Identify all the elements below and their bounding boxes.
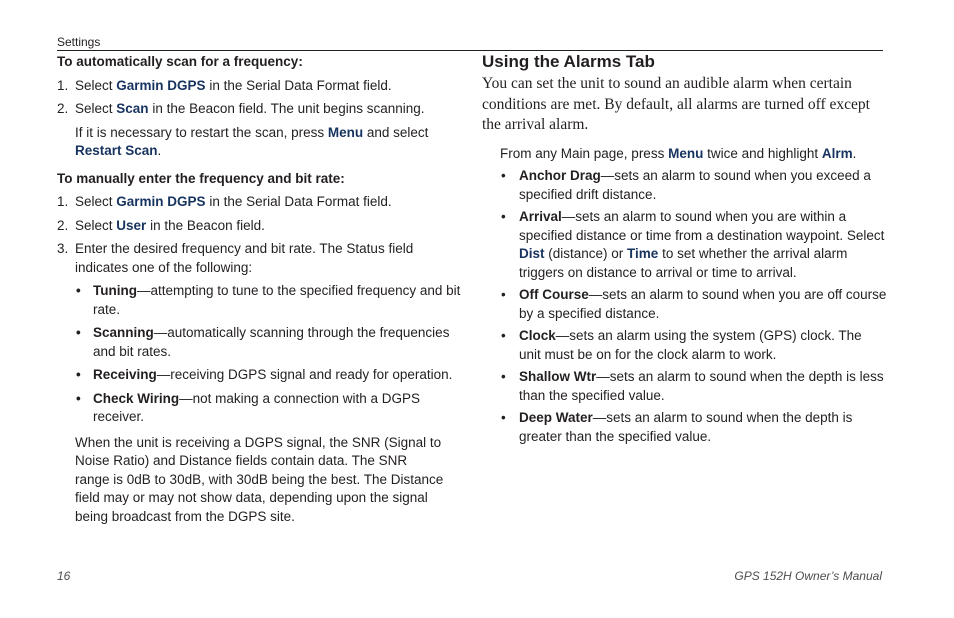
alarms-instruction	[482, 145, 887, 164]
step-number: 2.	[57, 101, 69, 116]
step-text: Enter the desired frequency and bit rate. The Status field indicates one of the following:	[75, 241, 414, 275]
bullet-icon: •	[76, 325, 81, 340]
keyword-dist: Dist	[519, 246, 545, 261]
manual-procedure-heading: To manually enter the frequency and bit rate:	[57, 170, 345, 186]
alarm-term: Off Course	[519, 287, 589, 302]
step-text: Select	[75, 77, 117, 93]
step-text: in the Beacon field.	[146, 217, 265, 233]
scan-step-1	[57, 77, 462, 96]
section-label: Settings	[57, 35, 101, 49]
status-term: Scanning	[93, 325, 154, 340]
step-number: 1.	[57, 77, 69, 93]
snr-note: When the unit is receiving a DGPS signal, the SNR (Signal to Noise Ratio) and Distance fields contain data. The SNR range is 0dB to 30dB, with 30dB being the best. The Distance field may or may not show data, depending upon the signal being broadcast from the DGPS site.	[75, 434, 444, 524]
alarm-desc: —sets an alarm to sound when you are off course by a specified distance.	[519, 287, 887, 321]
alarm-item-anchor-drag	[500, 167, 887, 204]
keyword-time: Time	[627, 246, 659, 261]
instruction-text: From any Main page, press	[500, 145, 669, 161]
alarm-desc: —sets an alarm using the system (GPS) clock. The unit must be on for the clock alarm to work.	[519, 328, 862, 362]
bullet-icon: •	[501, 369, 506, 384]
alarm-item-deep-water	[500, 409, 887, 446]
alarm-term: Shallow Wtr	[519, 369, 597, 384]
alarm-desc: —sets an alarm to sound when the depth is less than the specified value.	[519, 369, 884, 403]
keyword-garmin-dgps: Garmin DGPS	[116, 77, 206, 93]
instruction-text: .	[852, 145, 857, 161]
keyword-alrm: Alrm	[821, 145, 853, 161]
alarm-item-clock	[500, 327, 887, 364]
alarms-intro: You can set the unit to sound an audible alarm when certain conditions are met. By default, all alarms are turned off except the arrival alarm.	[482, 75, 870, 133]
bullet-icon: •	[76, 367, 81, 382]
step-number: 3.	[57, 241, 69, 256]
right-column	[482, 52, 887, 446]
alarm-term: Clock	[519, 328, 556, 343]
status-desc: —automatically scanning through the frequencies and bit rates.	[93, 325, 450, 359]
scan-step-2	[57, 100, 462, 119]
bullet-icon: •	[501, 168, 506, 183]
status-term: Tuning	[93, 283, 137, 298]
bullet-icon: •	[76, 390, 81, 406]
manual-step-1	[57, 193, 462, 212]
restart-scan-note	[57, 124, 462, 161]
alarm-item-arrival	[500, 208, 887, 282]
note-text: .	[157, 143, 162, 158]
manual-title: GPS 152H Owner’s Manual	[734, 569, 882, 583]
alarm-term: Anchor Drag	[519, 168, 601, 183]
status-term: Check Wiring	[93, 390, 180, 406]
note-text: and select	[363, 124, 429, 140]
note-text: If it is necessary to restart the scan, press	[75, 124, 328, 140]
keyword-user: User	[116, 217, 147, 233]
alarm-desc: —sets an alarm to sound when you are within a specified distance or time from a destination waypoint. Select	[519, 209, 885, 243]
alarm-desc: —sets an alarm to sound when you exceed a specified drift distance.	[519, 168, 871, 202]
left-column	[57, 53, 462, 526]
keyword-menu: Menu	[327, 124, 364, 140]
step-number: 2.	[57, 217, 69, 233]
status-desc: —not making a connection with a DGPS receiver.	[93, 390, 421, 424]
alarm-list	[482, 167, 887, 446]
instruction-text: twice and highlight	[703, 145, 822, 161]
status-item-receiving	[75, 366, 462, 385]
alarm-desc: (distance) or	[544, 246, 628, 261]
scan-procedure-heading: To automatically scan for a frequency:	[57, 54, 303, 69]
step-text: in the Serial Data Format field.	[205, 194, 392, 209]
keyword-restart-scan: Restart Scan	[75, 143, 158, 158]
step-text: in the Beacon field. The unit begins scanning.	[148, 101, 425, 116]
status-desc: —attempting to tune to the specified frequency and bit rate.	[93, 283, 461, 317]
bullet-icon: •	[501, 410, 506, 425]
alarm-item-shallow-wtr	[500, 368, 887, 405]
bullet-icon: •	[501, 287, 506, 302]
keyword-scan: Scan	[116, 101, 149, 116]
bullet-icon: •	[501, 209, 506, 224]
status-list	[57, 282, 462, 427]
status-item-scanning	[75, 324, 462, 361]
alarm-desc: —sets an alarm to sound when the depth is greater than the specified value.	[519, 410, 853, 444]
bullet-icon: •	[501, 328, 506, 343]
step-text: in the Serial Data Format field.	[205, 77, 392, 93]
alarm-item-off-course	[500, 286, 887, 323]
step-number: 1.	[57, 194, 69, 209]
page-number: 16	[57, 569, 71, 583]
manual-step-3	[57, 240, 462, 277]
section-title: Using the Alarms Tab	[482, 52, 655, 71]
status-desc: —receiving DGPS signal and ready for operation.	[156, 367, 453, 382]
alarm-desc: to set whether the arrival alarm triggers on distance to arrival or time to arrival.	[519, 246, 848, 280]
step-text: Select	[75, 217, 117, 233]
status-item-tuning	[75, 282, 462, 319]
step-text: Select	[75, 101, 117, 116]
alarm-term: Deep Water	[519, 410, 593, 425]
bullet-icon: •	[76, 283, 81, 298]
keyword-garmin-dgps: Garmin DGPS	[116, 194, 206, 209]
header-rule	[57, 50, 883, 51]
status-term: Receiving	[93, 367, 157, 382]
keyword-menu: Menu	[668, 145, 704, 161]
status-item-check-wiring	[75, 390, 462, 427]
alarm-term: Arrival	[519, 209, 562, 224]
step-text: Select	[75, 194, 117, 209]
manual-step-2	[57, 217, 462, 236]
